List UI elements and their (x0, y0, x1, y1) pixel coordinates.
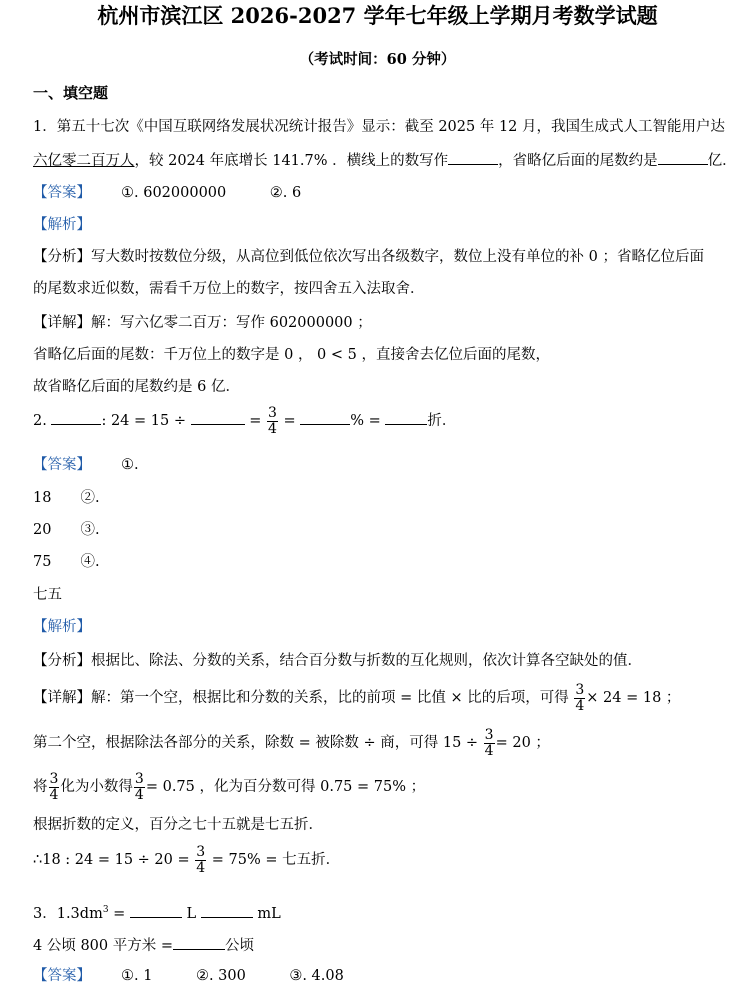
q2-detail-5a: ∴18 : 24 = 15 ÷ 20 = (33, 852, 190, 868)
q1-fenxi-1 (33, 247, 741, 267)
q3-l2-b: 公顷 (225, 938, 254, 954)
q2-answer (33, 455, 741, 475)
q3-text-b: = (108, 905, 126, 922)
q1-text-b: ，省略亿后面的尾数约是 (498, 153, 658, 169)
q2-ans-3: 20 ③. (33, 522, 100, 538)
q1-fenxi-2: 的尾数求近似数，需看千万位上的数字，按四舍五入法取舍． (33, 281, 425, 297)
q1-text-c: 亿． (707, 153, 737, 169)
q2-eq-1: = (249, 413, 262, 429)
q2-detail-1 (33, 681, 741, 715)
q3-text-a: 3．1.3dm (33, 905, 103, 922)
q2-ans-5: 七五 (33, 587, 62, 603)
q3-blank-2 (201, 903, 253, 918)
q1-blank-1 (448, 150, 498, 165)
q3-blank-1 (130, 903, 182, 918)
q3-cubic: 3 (102, 905, 109, 915)
q2-ans-1: ①. (121, 457, 139, 473)
q2-number: 2. (33, 413, 47, 429)
q1-text-a: ，较 2024 年底增长 141.7% ．横线上的数写作 (134, 153, 449, 169)
q2-blank-1 (51, 410, 101, 425)
frac-denominator: 4 (134, 786, 144, 803)
frac-denominator: 4 (267, 420, 277, 437)
q2-detail-5b: = 75% = 七五折． (211, 852, 341, 868)
q1-line2 (33, 150, 741, 171)
q2-detail-3c: = 0.75 ，化为百分数可得 0.75 = 75% ； (145, 779, 426, 795)
frac-numerator: 3 (267, 404, 277, 421)
q2-detail-text-a: 解：第一个空，根据比和分数的关系，比的前项 = 比值 × 比的后项，可得 (91, 690, 569, 706)
q3-blank-3 (173, 935, 225, 950)
frac-denominator: 4 (196, 859, 206, 876)
analysis-tag: 【解析】 (33, 619, 91, 635)
q2-fraction (49, 772, 60, 803)
q2-text-3: 折． (427, 413, 457, 429)
frac-numerator: 3 (134, 770, 144, 787)
analysis-tag: 【解析】 (33, 217, 91, 233)
q2-ans-2: 18 ②. (33, 490, 100, 506)
q3-line2 (33, 935, 741, 956)
q2-detail-3b: 化为小数得 (60, 779, 133, 795)
q1-detail-2: 省略亿后面的尾数：千万位上的数字是 0 ， 0 < 5 ，直接舍去亿位后面的尾数， (33, 347, 550, 363)
q2-line (33, 404, 741, 438)
q2-blank-4 (385, 410, 427, 425)
q2-fraction (574, 683, 585, 714)
frac-denominator: 4 (49, 786, 59, 803)
q2-fenxi-text: 根据比、除法、分数的关系，结合百分数与折数的互化规则，依次计算各空缺处的值． (91, 653, 642, 669)
q1-answer-text: ①. 602000000 ②. 6 (121, 185, 302, 201)
q2-fraction (267, 406, 278, 437)
q1-detail-1 (33, 313, 741, 333)
q2-fraction (134, 772, 145, 803)
q3-line1 (33, 900, 741, 924)
q1-detail-text-1: 解：写六亿零二百万：写作 602000000 ； (91, 315, 372, 331)
frac-numerator: 3 (484, 726, 494, 743)
q3-unit-l: L (186, 905, 197, 922)
q2-detail-text-b: × 24 = 18 ； (586, 690, 681, 706)
q2-detail-3a: 将 (33, 779, 48, 795)
q3-unit-ml: mL (257, 905, 281, 922)
q2-text-2: % = (350, 413, 381, 429)
q2-detail-4: 根据折数的定义，百分之七十五就是七五折． (33, 817, 323, 833)
frac-numerator: 3 (196, 843, 206, 860)
q1-underlined-number: 六亿零二百万人 (33, 153, 135, 169)
q2-fraction (195, 845, 206, 876)
xiangjie-tag: 【详解】 (33, 690, 91, 706)
q3-answer (33, 966, 741, 986)
q2-detail-2b: = 20 ； (495, 735, 550, 751)
xiangjie-tag: 【详解】 (33, 315, 91, 331)
page-title: 杭州市滨江区 2026-2027 学年七年级上学期月考数学试题 (97, 3, 658, 28)
q2-ans-4: 75 ④. (33, 554, 100, 570)
answer-tag: 【答案】 (33, 968, 91, 984)
section-heading: 一、填空题 (33, 84, 109, 102)
frac-denominator: 4 (484, 742, 494, 759)
q2-text-1: : 24 = 15 ÷ (101, 413, 186, 429)
q2-analysis (33, 617, 741, 637)
q2-blank-3 (300, 410, 350, 425)
q1-fenxi-text-1: 写大数时按数位分级，从高位到低位依次写出各级数字，数位上没有单位的补 0 ；省略亿位后面 (91, 249, 704, 265)
q1-answer (33, 183, 741, 203)
q1-analysis (33, 215, 741, 235)
q2-detail-3 (33, 770, 741, 804)
q3-answer-text: ①. 1 ②. 300 ③. 4.08 (121, 968, 344, 984)
answer-tag: 【答案】 (33, 457, 91, 473)
q2-detail-5 (33, 843, 741, 877)
q1-detail-3: 故省略亿后面的尾数约是 6 亿． (33, 379, 240, 395)
q2-detail-2a: 第二个空，根据除法各部分的关系，除数 = 被除数 ÷ 商，可得 15 ÷ (33, 735, 479, 751)
q2-fenxi (33, 651, 741, 671)
frac-denominator: 4 (575, 697, 585, 714)
answer-tag: 【答案】 (33, 185, 91, 201)
fenxi-tag: 【分析】 (33, 653, 91, 669)
exam-time: （考试时间：60 分钟） (299, 51, 456, 68)
q2-eq-2: = (283, 413, 296, 429)
q1-blank-2 (658, 150, 708, 165)
q1-line1: 1．第五十七次《中国互联网络发展状况统计报告》显示：截至 2025 年 12 月，我国生成式人工智能用户达 (33, 119, 726, 135)
q3-l2-a: 4 公顷 800 平方米 = (33, 938, 173, 954)
frac-numerator: 3 (575, 681, 585, 698)
q2-detail-2 (33, 726, 741, 760)
frac-numerator: 3 (49, 770, 59, 787)
q2-fraction (484, 728, 495, 759)
q2-blank-2 (191, 410, 245, 425)
fenxi-tag: 【分析】 (33, 249, 91, 265)
